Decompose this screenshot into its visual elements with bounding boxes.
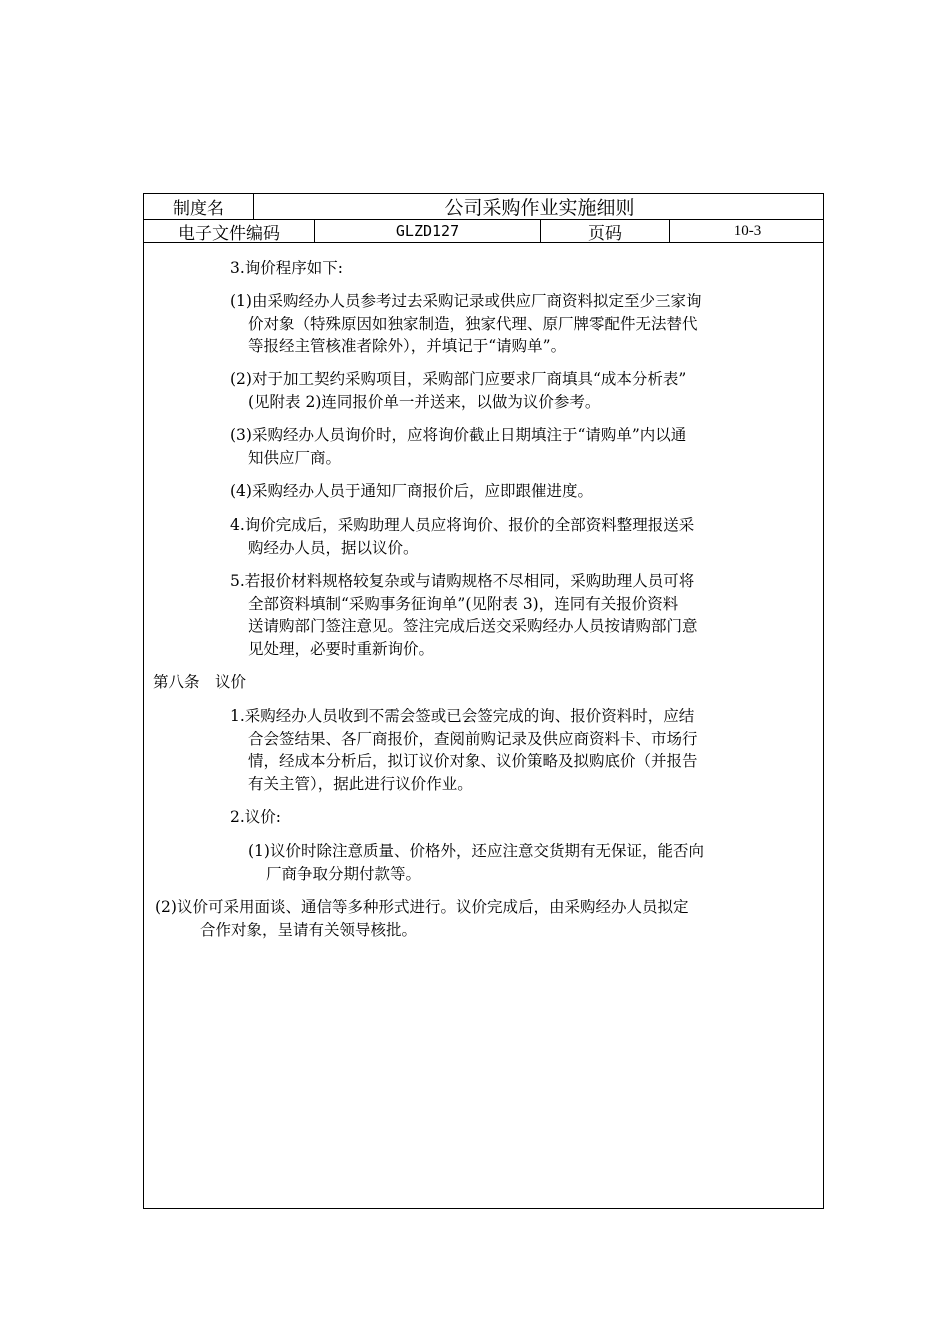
- text-line: 2.议价:: [230, 808, 282, 826]
- clause-3-item-4: [230, 480, 593, 503]
- clause-3-item-2: [230, 368, 686, 413]
- document-title: 公司采购作业实施细则: [444, 197, 635, 219]
- text-line: 5.若报价材料规格较复杂或与请购规格不尽相同，采购助理人员可将: [230, 572, 695, 590]
- text-line: 3.询价程序如下:: [230, 259, 344, 277]
- article-8-item-2-sub-1: [248, 840, 704, 885]
- header-row-meta: [144, 220, 823, 243]
- text-line: 见处理，必要时重新询价。: [248, 639, 435, 658]
- page-number: 10-3: [733, 222, 762, 239]
- text-line: 1.采购经办人员收到不需会签或已会签完成的询、报价资料时，应结: [230, 707, 695, 725]
- text-line: 厂商争取分期付款等。: [266, 864, 422, 883]
- text-line: (2)对于加工契约采购项目，采购部门应要求厂商填具“成本分析表”: [230, 370, 687, 388]
- clause-5: [230, 570, 698, 660]
- text-line: 等报经主管核准者除外），并填记于“请购单”。: [248, 337, 567, 355]
- text-line: 合会签结果、各厂商报价，查阅前购记录及供应商资料卡、市场行: [248, 729, 698, 748]
- text-line: 4.询价完成后，采购助理人员应将询价、报价的全部资料整理报送采: [230, 516, 695, 534]
- header-row-title: [144, 194, 823, 220]
- clause-4: [230, 514, 694, 559]
- article-8-item-2-sub-2: [155, 896, 688, 941]
- text-line: 情，经成本分析后，拟订议价对象、议价策略及拟购底价（并报告: [248, 752, 698, 770]
- text-line: (1)由采购经办人员参考过去采购记录或供应厂商资料拟定至少三家询: [230, 292, 702, 310]
- article-8-heading: [153, 671, 246, 694]
- clause-3-item-1: [230, 290, 701, 358]
- text-line: (见附表 2)连同报价单一并送来，以做为议价参考。: [248, 392, 601, 411]
- text-line: 购经办人员，据以议价。: [248, 538, 419, 557]
- regulation-name-label: 制度名: [144, 194, 254, 219]
- text-line: 送请购部门签注意见。签注完成后送交采购经办人员按请购部门意: [248, 617, 698, 635]
- article-8-item-1: [230, 705, 698, 795]
- file-code-value: GLZD127: [315, 220, 541, 242]
- text-line: 价对象（特殊原因如独家制造，独家代理、原厂牌零配件无法替代: [248, 314, 698, 333]
- text-line: 合作对象，呈请有关领导核批。: [200, 920, 418, 939]
- clause-3-item-3: [230, 424, 686, 469]
- file-code-label: 电子文件编码: [144, 220, 315, 242]
- text-line: (2)议价可采用面谈、通信等多种形式进行。议价完成后，由采购经办人员拟定: [155, 898, 689, 916]
- text-line: 全部资料填制“采购事务征询单”(见附表 3)，连同有关报价资料: [248, 594, 679, 613]
- text-line: (3)采购经办人员询价时，应将询价截止日期填注于“请购单”内以通: [230, 426, 687, 444]
- page-label: 页码: [541, 220, 670, 242]
- text-line: 有关主管），据此进行议价作业。: [248, 774, 473, 793]
- text-line: 第八条 议价: [153, 673, 247, 691]
- clause-3-heading: [230, 257, 343, 280]
- text-line: (1)议价时除注意质量、价格外，还应注意交货期有无保证，能否向: [248, 842, 704, 860]
- text-line: (4)采购经办人员于通知厂商报价后，应即跟催进度。: [230, 482, 593, 500]
- text-line: 知供应厂商。: [248, 448, 342, 467]
- article-8-item-2-heading: [230, 806, 281, 829]
